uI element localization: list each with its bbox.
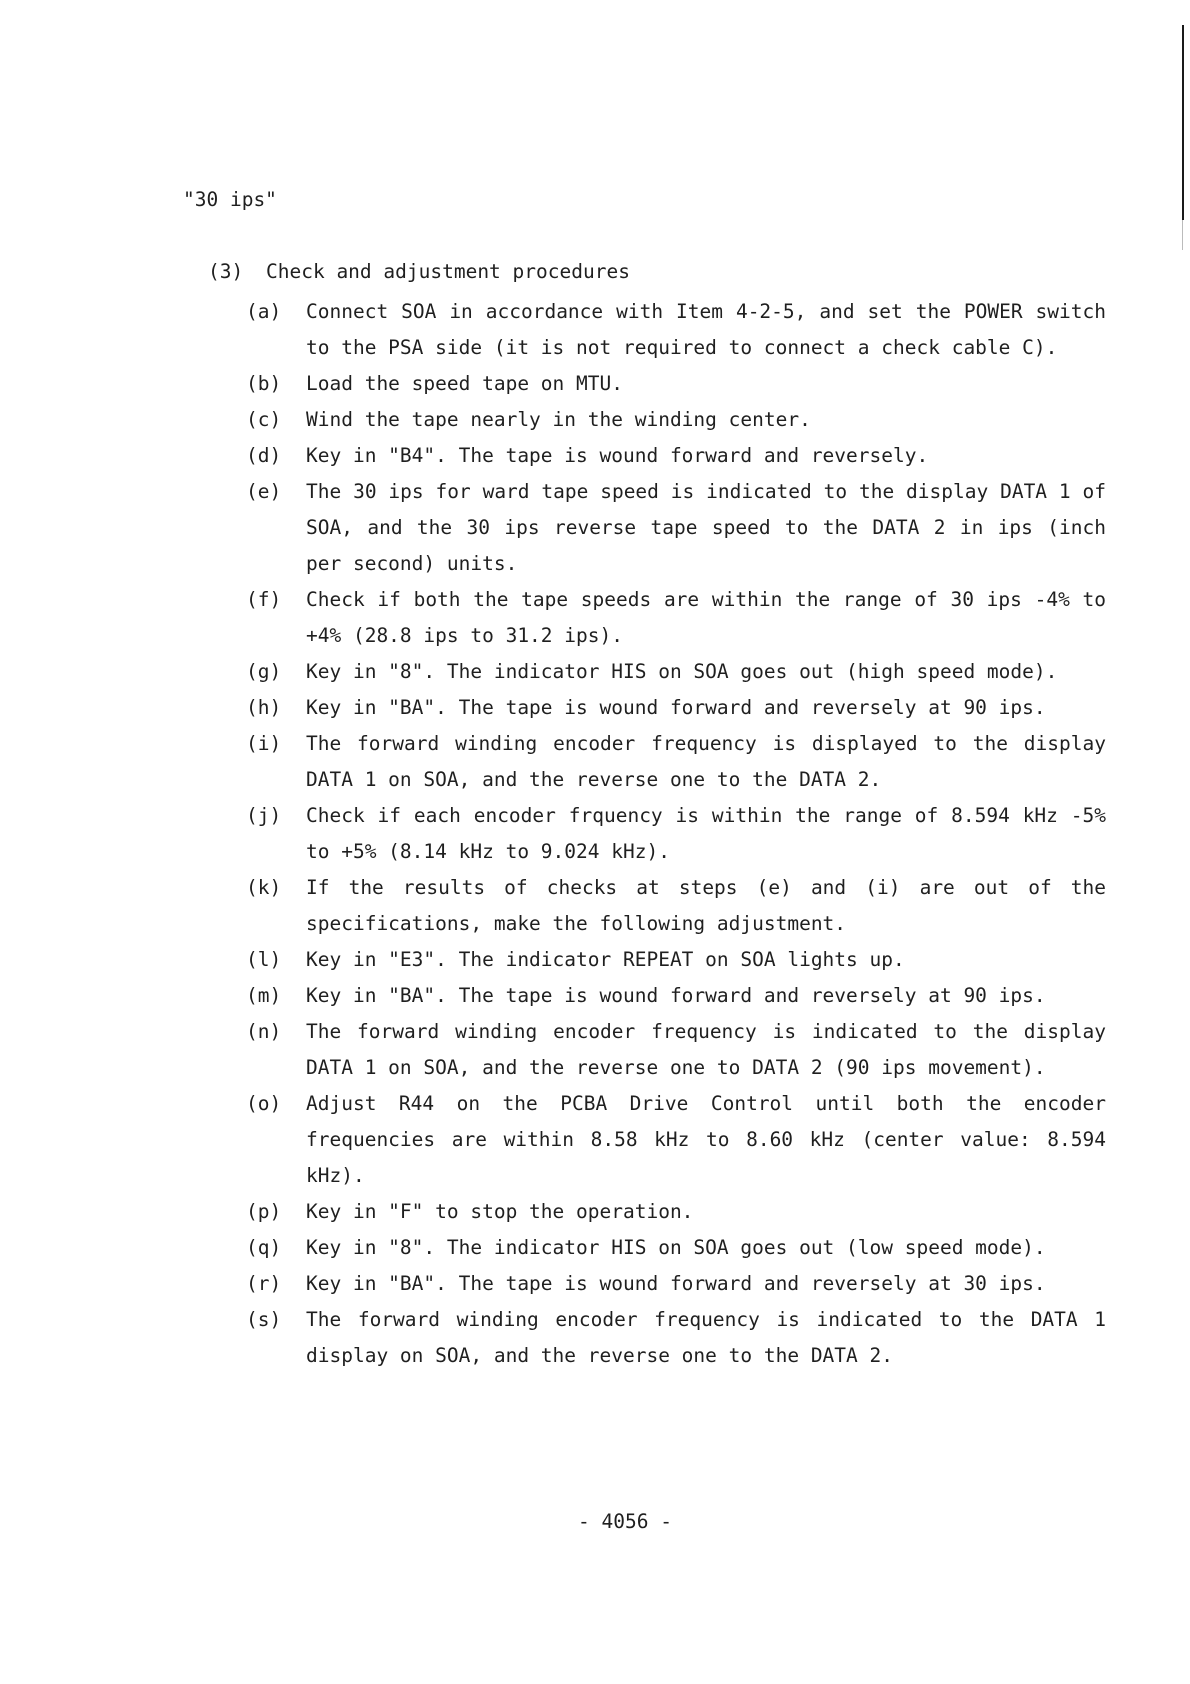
step-text: The forward winding encoder frequency is indicated to the display DATA 1 on SOA, and the reverse one to DATA 2 (90 ips movement). <box>306 1020 1106 1079</box>
step-text: Key in "BA". The tape is wound forward and reversely at 30 ips. <box>306 1272 1046 1295</box>
step-text: The 30 ips for ward tape speed is indicated to the display DATA 1 of SOA, and the 30 ips reverse tape speed to the DATA 2 in ips (inch per second) units. <box>306 480 1106 575</box>
step-label: (n) <box>246 1020 282 1043</box>
step-label: (j) <box>246 804 282 827</box>
scan-edge-line <box>1182 25 1184 220</box>
step-label: (f) <box>246 588 282 611</box>
step-o <box>246 1086 1106 1194</box>
step-text: Wind the tape nearly in the winding center. <box>306 408 811 431</box>
step-d <box>246 438 1106 474</box>
section-number: (3) <box>208 260 244 283</box>
step-label: (b) <box>246 372 282 395</box>
step-label: (e) <box>246 480 282 503</box>
step-label: (k) <box>246 876 282 899</box>
step-g <box>246 654 1106 690</box>
step-r <box>246 1266 1106 1302</box>
step-i <box>246 726 1106 798</box>
step-s <box>246 1302 1106 1374</box>
step-c <box>246 402 1106 438</box>
step-text: Adjust R44 on the PCBA Drive Control until both the encoder frequencies are within 8.58 kHz to 8.60 kHz (center value: 8.594 kHz). <box>306 1092 1106 1187</box>
step-text: Key in "B4". The tape is wound forward and reversely. <box>306 444 929 467</box>
step-label: (c) <box>246 408 282 431</box>
step-text: Key in "8". The indicator HIS on SOA goes out (low speed mode). <box>306 1236 1046 1259</box>
step-label: (i) <box>246 732 282 755</box>
step-b <box>246 366 1106 402</box>
step-n <box>246 1014 1106 1086</box>
step-f <box>246 582 1106 654</box>
step-label: (p) <box>246 1200 282 1223</box>
step-m <box>246 978 1106 1014</box>
step-text: If the results of checks at steps (e) and (i) are out of the specifications, make the following adjustment. <box>306 876 1106 935</box>
step-h <box>246 690 1106 726</box>
step-p <box>246 1194 1106 1230</box>
step-text: Key in "F" to stop the operation. <box>306 1200 694 1223</box>
step-text: The forward winding encoder frequency is displayed to the display DATA 1 on SOA, and the reverse one to the DATA 2. <box>306 732 1106 791</box>
step-label: (l) <box>246 948 282 971</box>
scan-edge-line-faint <box>1182 220 1183 250</box>
step-j <box>246 798 1106 870</box>
step-text: Check if each encoder frquency is within the range of 8.594 kHz -5% to +5% (8.14 kHz to 9.024 kHz). <box>306 804 1106 863</box>
step-q <box>246 1230 1106 1266</box>
section-title-text: Check and adjustment procedures <box>266 260 630 283</box>
step-text: Key in "8". The indicator HIS on SOA goes out (high speed mode). <box>306 660 1058 683</box>
step-label: (r) <box>246 1272 282 1295</box>
step-text: Load the speed tape on MTU. <box>306 372 623 395</box>
step-label: (a) <box>246 300 282 323</box>
step-label: (s) <box>246 1308 282 1331</box>
step-label: (q) <box>246 1236 282 1259</box>
page-heading: "30 ips" <box>183 188 277 211</box>
step-e <box>246 474 1106 582</box>
procedure-steps <box>246 294 1106 1374</box>
step-text: Connect SOA in accordance with Item 4-2-5, and set the POWER switch to the PSA side (it is not required to connect a check cable C). <box>306 300 1106 359</box>
step-text: Key in "BA". The tape is wound forward and reversely at 90 ips. <box>306 984 1046 1007</box>
step-a <box>246 294 1106 366</box>
step-text: Key in "E3". The indicator REPEAT on SOA lights up. <box>306 948 905 971</box>
step-text: Key in "BA". The tape is wound forward and reversely at 90 ips. <box>306 696 1046 719</box>
step-label: (o) <box>246 1092 282 1115</box>
step-text: Check if both the tape speeds are within the range of 30 ips -4% to +4% (28.8 ips to 31.2 ips). <box>306 588 1106 647</box>
step-label: (m) <box>246 984 282 1007</box>
step-label: (h) <box>246 696 282 719</box>
step-label: (d) <box>246 444 282 467</box>
step-k <box>246 870 1106 942</box>
step-label: (g) <box>246 660 282 683</box>
page-number: - 4056 - <box>578 1510 672 1533</box>
section-title <box>208 258 630 286</box>
step-text: The forward winding encoder frequency is indicated to the DATA 1 display on SOA, and the reverse one to the DATA 2. <box>306 1308 1106 1367</box>
step-l <box>246 942 1106 978</box>
